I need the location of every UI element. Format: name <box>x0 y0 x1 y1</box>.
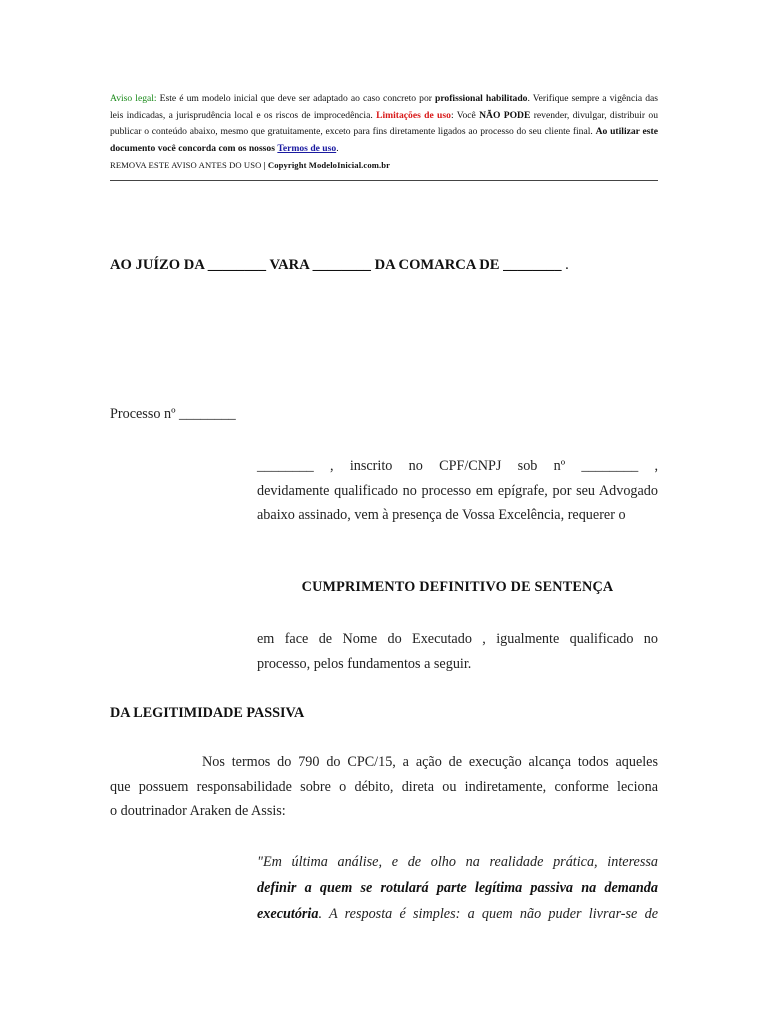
notice-label: Aviso legal <box>110 93 154 104</box>
notice-bold-agree: Ao utilizar este documento você concorda com os nossos <box>110 126 658 154</box>
against-line-1: em face de Nome do Executado , igualmente qualificado no <box>257 631 658 647</box>
quote-line-2 <box>257 875 658 901</box>
quote-line-2-bold: definir a quem se rotulará parte legítima passiva na demanda <box>257 880 658 896</box>
notice-text-4: revender, divulgar, distribuir ou publicar o conteúdo abaixo, mesmo que gratuitamente, exceto para fins diretamente ligados ao processo do seu cliente final. <box>110 109 659 137</box>
quote-line-3 <box>257 901 658 927</box>
notice-remove: REMOVA ESTE AVISO ANTES DO USO <box>110 160 262 170</box>
notice-text-1: Este é um modelo inicial que deve ser adaptado ao caso concreto por <box>156 93 436 104</box>
body-line-1 <box>110 750 658 775</box>
notice-text-5: . <box>336 142 339 154</box>
notice-remove-line <box>110 157 658 174</box>
quote-line-3-bold: executória <box>257 906 319 922</box>
against-line-2: processo, pelos fundamentos a seguir. <box>257 655 472 672</box>
doctrine-quote <box>257 849 658 927</box>
body-line-1-text: Nos termos do 790 do CPC/15, a ação de execução alcança todos aqueles <box>202 754 658 770</box>
process-number: Processo nº ________ <box>110 406 236 422</box>
against-paragraph <box>257 627 658 676</box>
action-title: CUMPRIMENTO DEFINITIVO DE SENTENÇA <box>301 579 614 595</box>
terms-of-use-link[interactable]: Termos de uso <box>277 142 337 154</box>
body-line-3: o doutrinador Araken de Assis: <box>110 803 286 820</box>
divider-line <box>110 180 658 181</box>
notice-bold-professional: profissional habilitado <box>435 93 528 104</box>
notice-colon: : <box>153 93 157 104</box>
court-address-text: AO JUÍZO DA ________ VARA ________ DA COMARCA DE ________ <box>110 257 562 273</box>
body-line-2: que possuem responsabilidade sobre o débito, direta ou indiretamente, conforme leciona <box>110 778 658 795</box>
court-address-dot: . <box>561 257 569 273</box>
section-heading: DA LEGITIMIDADE PASSIVA <box>110 705 305 721</box>
notice-copyright: | Copyright ModeloInicial.com.br <box>261 160 391 170</box>
court-address <box>110 257 670 274</box>
legal-notice <box>110 91 658 174</box>
quote-line-3-rest: . A resposta é simples: a quem não puder livrar-se de <box>318 906 658 922</box>
notice-bold-cannot: NÃO PODE <box>479 109 531 121</box>
intro-paragraph <box>257 454 658 528</box>
quote-line-1: "Em última análise, e de olho na realidade prática, interessa <box>257 854 658 870</box>
notice-text-2: . Verifique sempre a vigência das leis indicadas, a jurisprudência local e os riscos de improcedência. <box>110 93 658 121</box>
intro-rest: devidamente qualificado no processo em epígrafe, por seu Advogado abaixo assinado, vem à presença de Vossa Excelência, requerer o <box>257 482 658 524</box>
body-paragraph <box>110 750 658 824</box>
intro-line-1: ________ , inscrito no CPF/CNPJ sob nº ________ , <box>257 458 658 474</box>
notice-limits-label: Limitações de uso <box>376 109 451 121</box>
notice-text-3: : Você <box>450 109 480 121</box>
